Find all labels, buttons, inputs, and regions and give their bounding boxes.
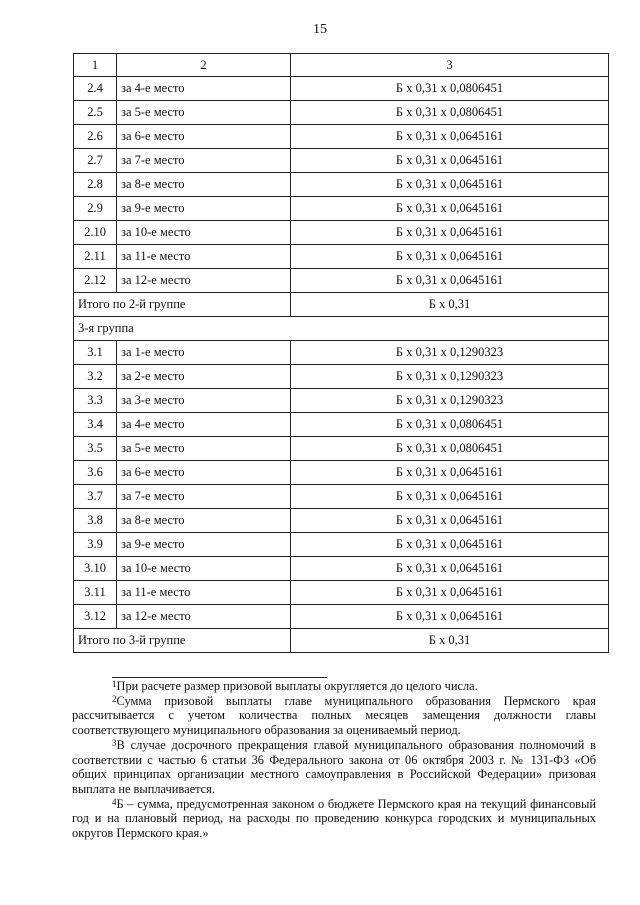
row-place: за 7-е место [117, 485, 291, 509]
header-col-3: 3 [291, 54, 609, 77]
header-col-2: 2 [117, 54, 291, 77]
row-place: за 2-е место [117, 365, 291, 389]
table-row [74, 389, 609, 413]
page-number: 15 [313, 22, 327, 37]
footnote-text: Сумма призовой выплаты главе муниципального образования Пермского края рассчитывается с учетом количества полных месяцев замещения должности главы соответствующего муниципального образования за оцениваемый период. [72, 693, 596, 738]
table-row [74, 101, 609, 125]
row-number: 3.4 [74, 413, 117, 437]
row-number: 2.8 [74, 173, 117, 197]
table-row [74, 461, 609, 485]
table-row [74, 341, 609, 365]
row-place: за 6-е место [117, 461, 291, 485]
row-place: за 10-е место [117, 221, 291, 245]
row-number: 3.12 [74, 605, 117, 629]
row-number: 2.12 [74, 269, 117, 293]
row-place: за 1-е место [117, 341, 291, 365]
row-formula: Б х 0,31 х 0,0645161 [291, 533, 609, 557]
row-number: 3.8 [74, 509, 117, 533]
row-number: 3.9 [74, 533, 117, 557]
row-place: за 5-е место [117, 101, 291, 125]
row-formula: Б х 0,31 х 0,1290323 [291, 341, 609, 365]
table-row [74, 533, 609, 557]
footnote-4 [72, 797, 596, 841]
row-number: 3.5 [74, 437, 117, 461]
row-number: 2.7 [74, 149, 117, 173]
footnote-1 [72, 679, 596, 694]
footnote-mark: 1 [112, 679, 117, 689]
total-label: Итого по 3-й группе [74, 629, 291, 653]
row-place: за 9-е место [117, 197, 291, 221]
total-formula: Б х 0,31 [291, 293, 609, 317]
row-formula: Б х 0,31 х 0,0645161 [291, 485, 609, 509]
table-row [74, 557, 609, 581]
row-formula: Б х 0,31 х 0,0645161 [291, 197, 609, 221]
table-row [74, 365, 609, 389]
table-row [74, 77, 609, 101]
row-formula: Б х 0,31 х 0,0645161 [291, 149, 609, 173]
row-formula: Б х 0,31 х 0,0645161 [291, 245, 609, 269]
prize-table [73, 53, 609, 653]
row-formula: Б х 0,31 х 0,0645161 [291, 269, 609, 293]
row-formula: Б х 0,31 х 0,0806451 [291, 77, 609, 101]
row-number: 2.5 [74, 101, 117, 125]
row-place: за 9-е место [117, 533, 291, 557]
table-row [74, 245, 609, 269]
row-formula: Б х 0,31 х 0,0806451 [291, 437, 609, 461]
table-row [74, 221, 609, 245]
row-formula: Б х 0,31 х 0,0806451 [291, 101, 609, 125]
row-formula: Б х 0,31 х 0,0645161 [291, 173, 609, 197]
row-formula: Б х 0,31 х 0,0645161 [291, 221, 609, 245]
row-place: за 8-е место [117, 173, 291, 197]
row-number: 3.11 [74, 581, 117, 605]
group3-total-row [74, 629, 609, 653]
table-row [74, 125, 609, 149]
footnote-mark: 3 [112, 737, 117, 748]
table-row [74, 197, 609, 221]
row-number: 3.3 [74, 389, 117, 413]
table-row [74, 173, 609, 197]
row-place: за 11-е место [117, 245, 291, 269]
row-formula: Б х 0,31 х 0,0806451 [291, 413, 609, 437]
row-number: 3.7 [74, 485, 117, 509]
row-place: за 8-е место [117, 509, 291, 533]
row-place: за 4-е место [117, 413, 291, 437]
footnote-mark: 2 [112, 693, 117, 704]
footnote-text: В случае досрочного прекращения главой муниципального образования полномочий в соответствии с частью 6 статьи 36 Федерального закона от 06 октября 2003 г. № 131-ФЗ «Об общих принципах организации местного самоуправления в Российской Федерации» призовая выплата не выплачивается. [72, 737, 596, 796]
table-header-row [74, 54, 609, 77]
footnote-text: При расчете размер призовой выплаты округляется до целого числа. [116, 679, 478, 693]
footnote-mark: 4 [112, 796, 117, 807]
row-number: 2.9 [74, 197, 117, 221]
group-title: 3-я группа [74, 317, 609, 341]
row-number: 3.2 [74, 365, 117, 389]
table-row [74, 509, 609, 533]
row-place: за 10-е место [117, 557, 291, 581]
table-row [74, 437, 609, 461]
row-formula: Б х 0,31 х 0,0645161 [291, 605, 609, 629]
row-formula: Б х 0,31 х 0,0645161 [291, 557, 609, 581]
table-row [74, 581, 609, 605]
row-place: за 4-е место [117, 77, 291, 101]
group3-title-row [74, 317, 609, 341]
table-row [74, 485, 609, 509]
row-number: 3.10 [74, 557, 117, 581]
row-place: за 6-е место [117, 125, 291, 149]
row-formula: Б х 0,31 х 0,0645161 [291, 461, 609, 485]
footnote-text: Б – сумма, предусмотренная законом о бюджете Пермского края на текущий финансовый год и на плановый период, на расходы по проведению конкурса городских и муниципальных округов Пермского края.» [72, 796, 596, 841]
row-formula: Б х 0,31 х 0,1290323 [291, 389, 609, 413]
row-number: 2.4 [74, 77, 117, 101]
table-row [74, 605, 609, 629]
footnote-divider [112, 677, 327, 678]
row-number: 2.6 [74, 125, 117, 149]
total-formula: Б х 0,31 [291, 629, 609, 653]
footnote-list [72, 679, 596, 841]
row-place: за 3-е место [117, 389, 291, 413]
row-place: за 12-е место [117, 269, 291, 293]
row-number: 3.1 [74, 341, 117, 365]
row-formula: Б х 0,31 х 0,0645161 [291, 581, 609, 605]
prize-table-body [74, 54, 609, 653]
table-row [74, 149, 609, 173]
row-number: 2.10 [74, 221, 117, 245]
row-place: за 11-е место [117, 581, 291, 605]
footnote-2 [72, 694, 596, 738]
table-row [74, 269, 609, 293]
row-place: за 7-е место [117, 149, 291, 173]
row-formula: Б х 0,31 х 0,0645161 [291, 125, 609, 149]
total-label: Итого по 2-й группе [74, 293, 291, 317]
header-col-1: 1 [74, 54, 117, 77]
row-formula: Б х 0,31 х 0,1290323 [291, 365, 609, 389]
footnote-3 [72, 738, 596, 797]
row-number: 2.11 [74, 245, 117, 269]
footnotes [72, 677, 596, 841]
row-place: за 5-е место [117, 437, 291, 461]
row-number: 3.6 [74, 461, 117, 485]
row-formula: Б х 0,31 х 0,0645161 [291, 509, 609, 533]
row-place: за 12-е место [117, 605, 291, 629]
group2-total-row [74, 293, 609, 317]
table-row [74, 413, 609, 437]
